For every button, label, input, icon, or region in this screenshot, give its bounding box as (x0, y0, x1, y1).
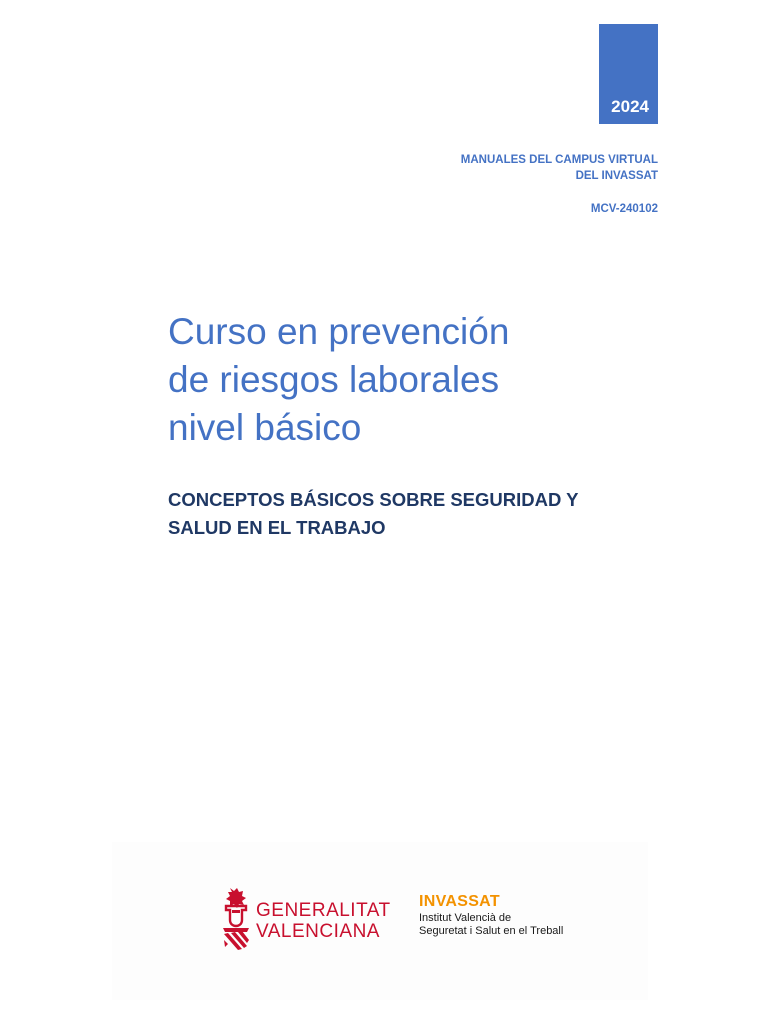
title-line-3: nivel básico (168, 407, 362, 448)
document-title (168, 308, 598, 452)
title-line-2: de riesgos laborales (168, 359, 500, 400)
invassat-fullname (419, 912, 569, 938)
invassat-line-1: Institut Valencià de (419, 912, 512, 924)
subtitle-line-1: CONCEPTOS BÁSICOS SOBRE SEGURIDAD Y (168, 489, 579, 510)
generalitat-line-2: VALENCIANA (256, 921, 380, 942)
title-line-1: Curso en prevención (168, 311, 510, 352)
document-subtitle (168, 486, 608, 542)
series-line-2: DEL INVASSAT (575, 170, 658, 182)
document-code: MCV-240102 (590, 203, 658, 215)
invassat-name: INVASSAT (419, 893, 500, 910)
generalitat-wordmark (256, 900, 391, 942)
year-box (599, 24, 658, 124)
subtitle-line-2: SALUD EN EL TRABAJO (168, 517, 386, 538)
year-label: 2024 (611, 97, 649, 116)
generalitat-line-1: GENERALITAT (256, 900, 391, 921)
invassat-logo (419, 892, 569, 938)
invassat-line-2: Seguretat i Salut en el Treball (419, 925, 564, 937)
generalitat-emblem-icon (220, 886, 252, 952)
generalitat-logo (220, 886, 390, 952)
series-label (461, 152, 658, 184)
series-line-1: MANUALES DEL CAMPUS VIRTUAL (460, 154, 658, 166)
